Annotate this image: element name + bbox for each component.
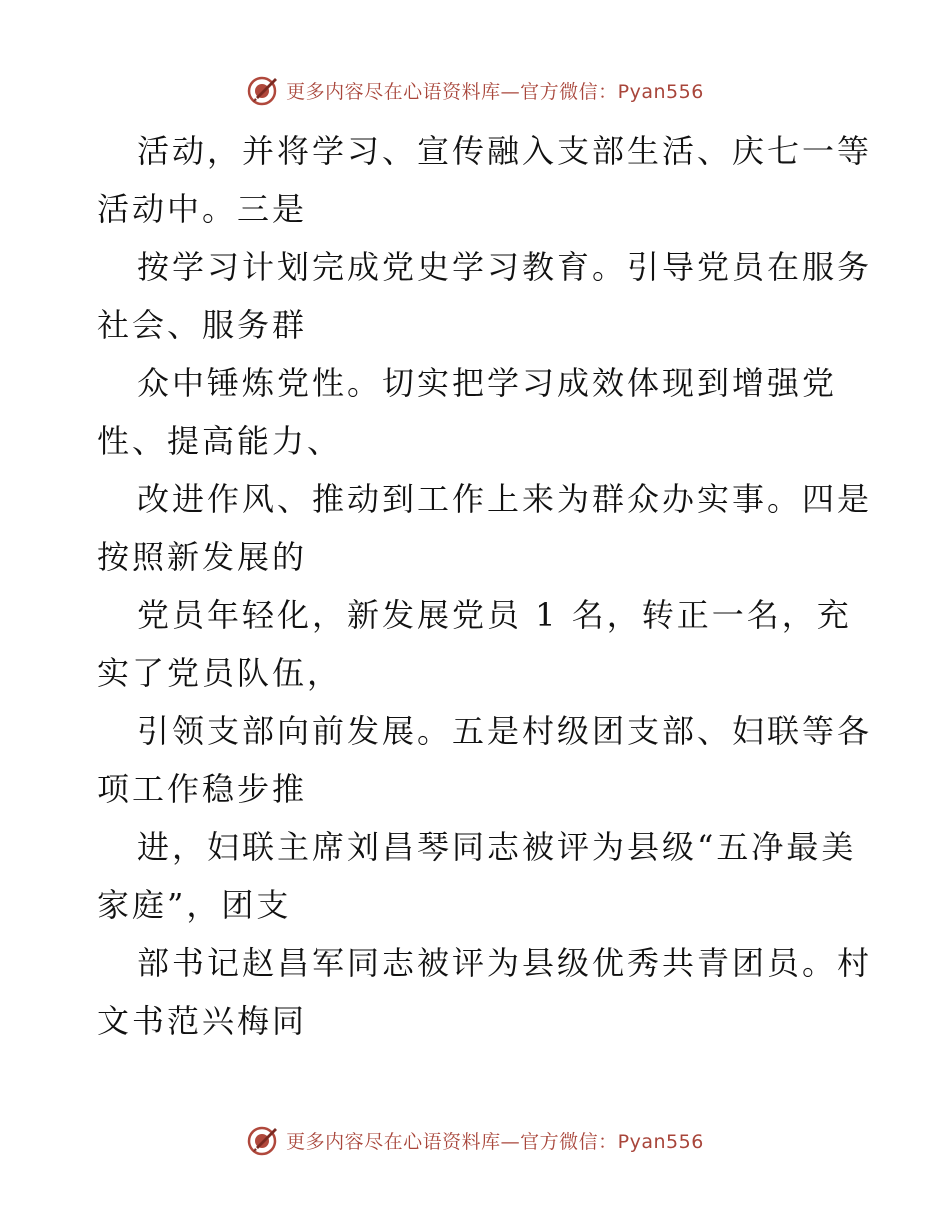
- paragraph-line: 活动中。三是: [97, 190, 308, 228]
- header-watermark: [0, 70, 950, 110]
- paragraph-line: 项工作稳步推: [97, 770, 308, 808]
- pen-logo-icon: [246, 73, 280, 107]
- paragraph-line: 按学习计划完成党史学习教育。引导党员在服务: [137, 248, 873, 286]
- paragraph-line: 进，妇联主席刘昌琴同志被评为县级“五净最美: [137, 828, 857, 866]
- watermark-wechat-id: Pyan556: [617, 1130, 704, 1153]
- pen-logo-icon: [246, 1123, 280, 1157]
- watermark-wechat-id: Pyan556: [617, 80, 704, 103]
- paragraph-line: 改进作风、推动到工作上来为群众办实事。四是: [137, 480, 873, 518]
- paragraph-line: 按照新发展的: [97, 538, 308, 576]
- paragraph-line: 性、提高能力、: [97, 422, 343, 460]
- footer-watermark: [0, 1120, 950, 1160]
- paragraph-line: 社会、服务群: [97, 306, 308, 344]
- watermark-text: [286, 1127, 704, 1154]
- paragraph-line: 部书记赵昌军同志被评为县级优秀共青团员。村: [137, 944, 873, 982]
- paragraph-line: 引领支部向前发展。五是村级团支部、妇联等各: [137, 712, 873, 750]
- paragraph-line: 文书范兴梅同: [97, 1002, 308, 1040]
- document-body: [97, 122, 873, 1050]
- paragraph-line: 众中锤炼党性。切实把学习成效体现到增强党: [137, 364, 838, 402]
- watermark-label: 更多内容尽在心语资料库—官方微信：: [286, 1130, 618, 1153]
- watermark-label: 更多内容尽在心语资料库—官方微信：: [286, 80, 618, 103]
- paragraph-line: 家庭”，团支: [97, 886, 292, 924]
- paragraph-line: 党员年轻化，新发展党员 1 名，转正一名，充: [137, 596, 852, 634]
- paragraph-line: 实了党员队伍，: [97, 654, 343, 692]
- paragraph-line: 活动，并将学习、宣传融入支部生活、庆七一等: [137, 132, 873, 170]
- watermark-text: [286, 77, 704, 104]
